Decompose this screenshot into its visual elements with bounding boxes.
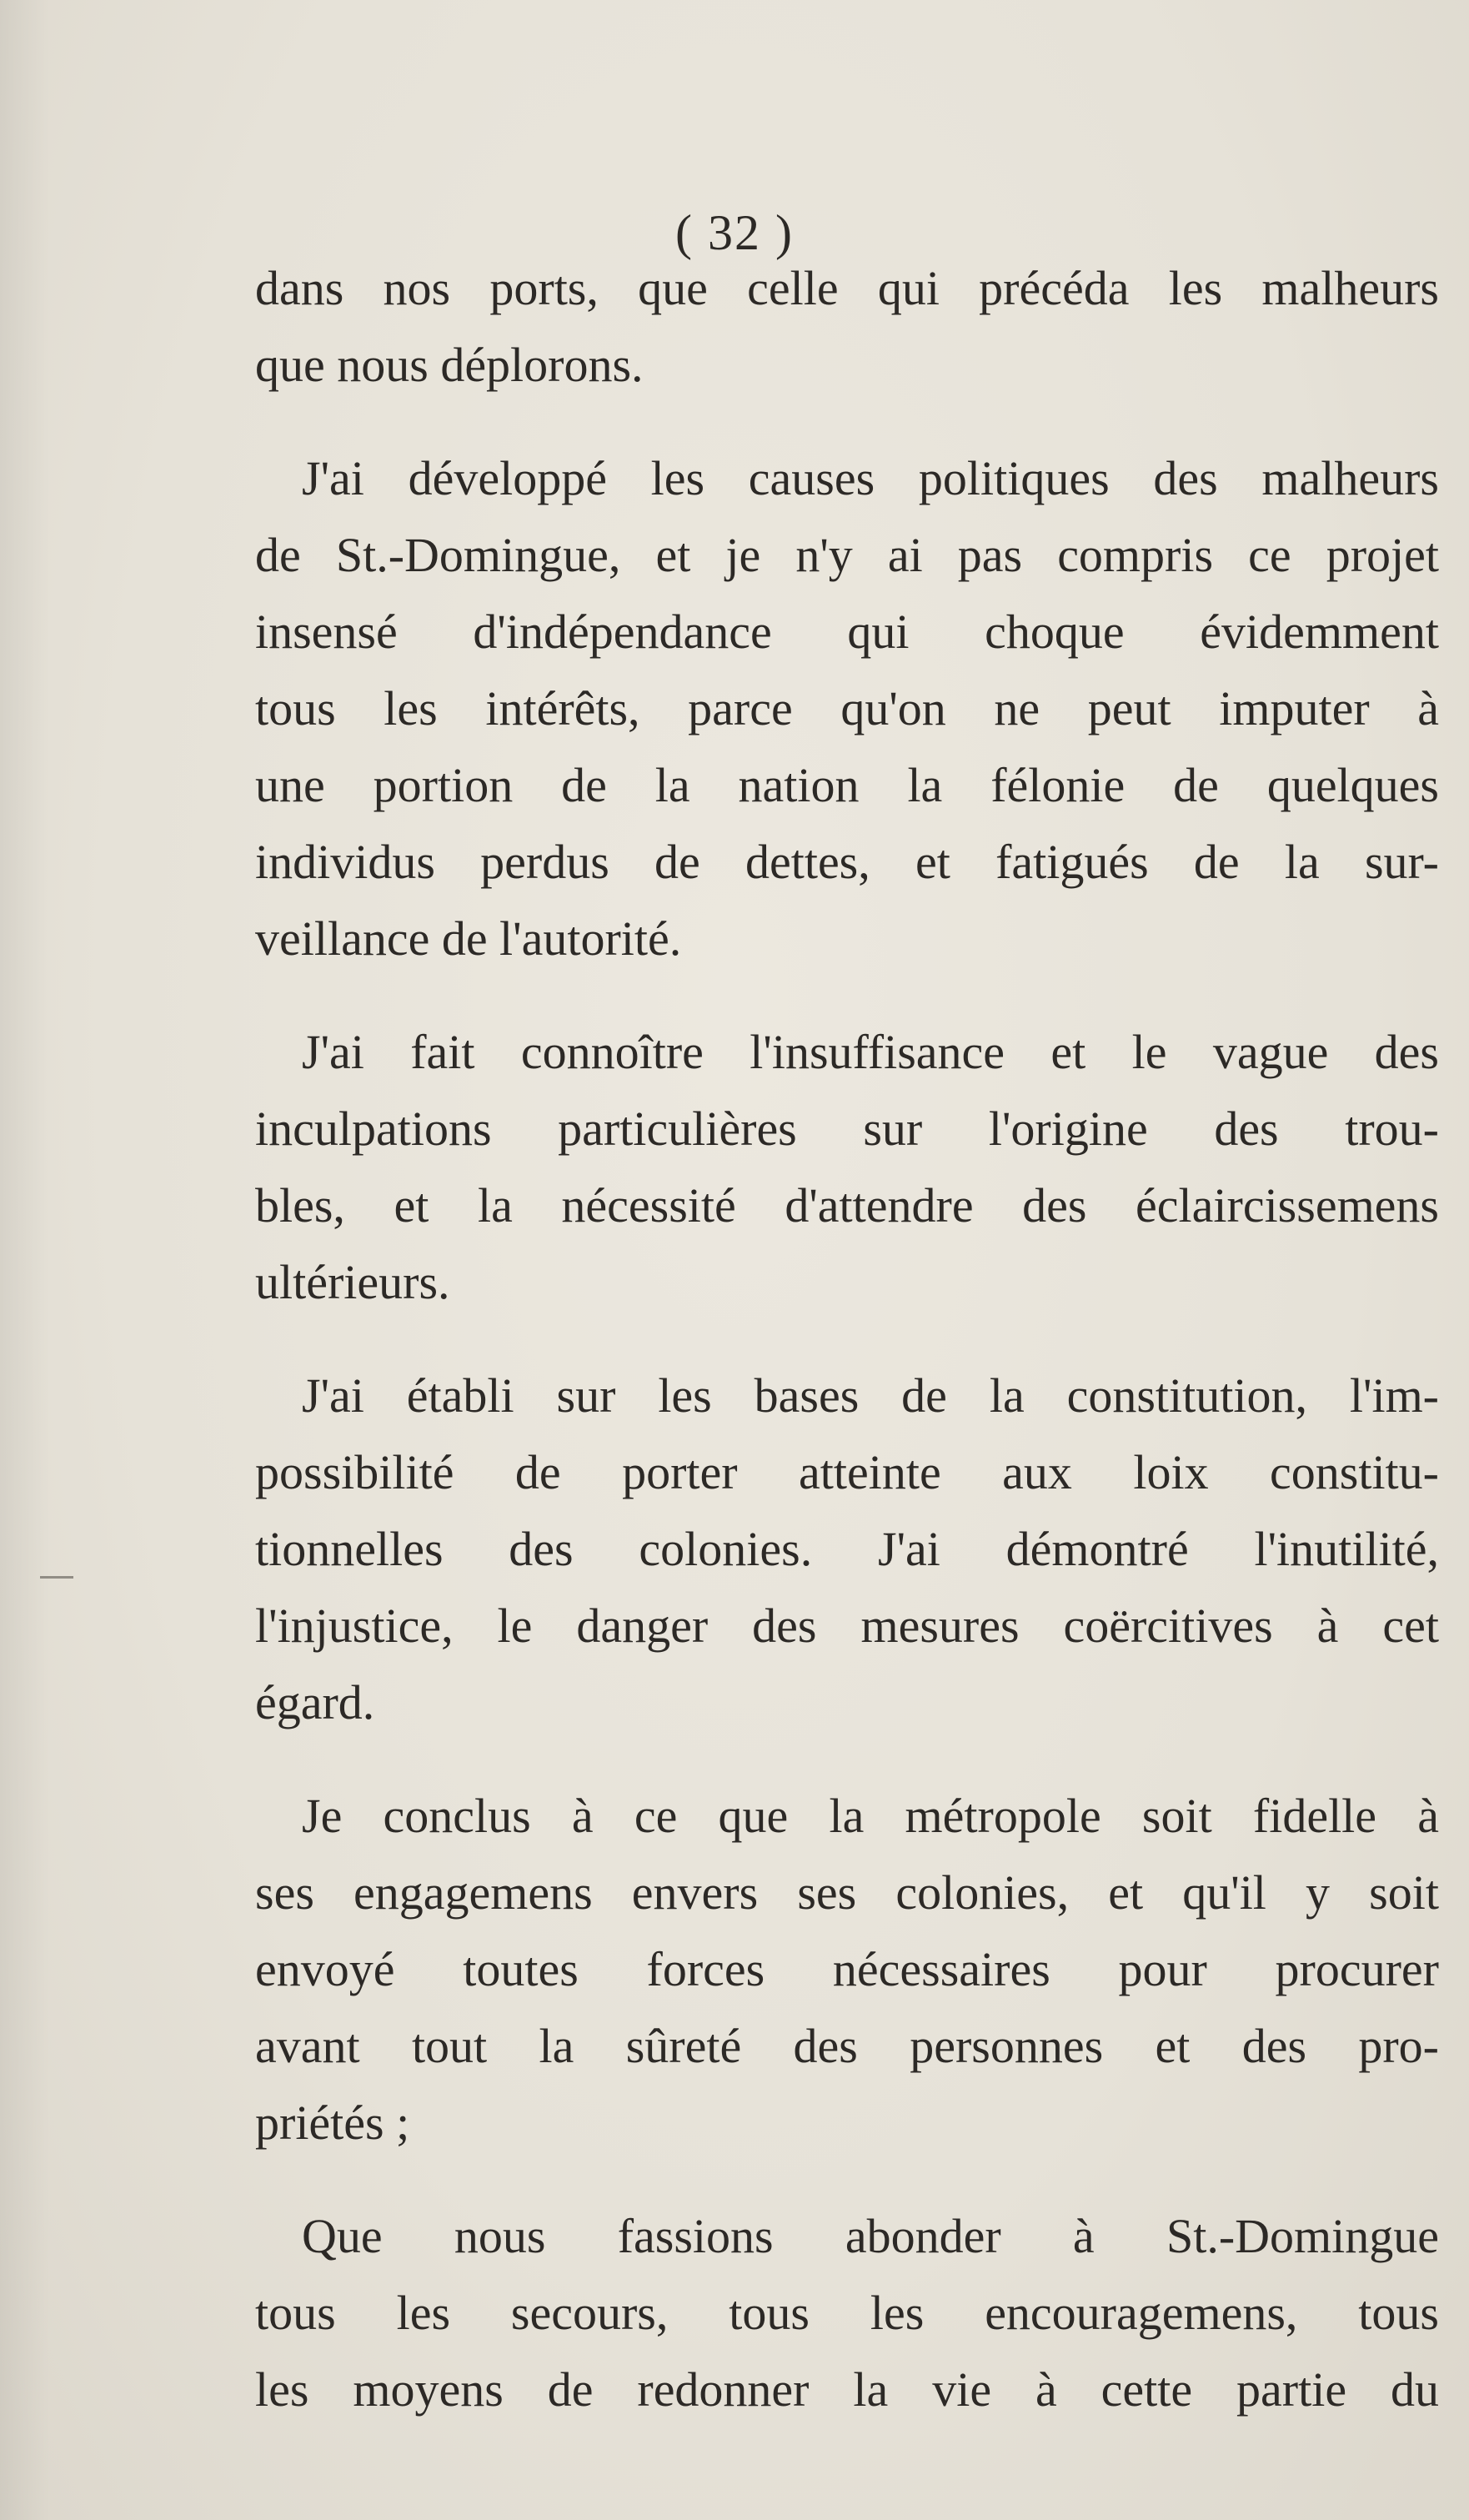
text-line: Que nous fassions abonder à St.-Domingue — [302, 2209, 1439, 2263]
text-line: l'injustice, le danger des mesures coërcitives à cet — [255, 1599, 1439, 1653]
paragraph-1 — [255, 250, 1439, 404]
text-block — [255, 250, 1439, 2465]
text-line: insensé d'indépendance qui choque évidemment — [255, 605, 1439, 659]
text-line: ultérieurs. — [255, 1255, 450, 1309]
text-line: égard. — [255, 1675, 375, 1729]
text-line: J'ai fait connoître l'insuffisance et le vague des — [302, 1025, 1439, 1079]
text-line: J'ai développé les causes politiques des malheurs — [302, 451, 1439, 505]
paragraph-6 — [255, 2198, 1439, 2428]
paragraph-4 — [255, 1358, 1439, 1741]
text-line: tionnelles des colonies. J'ai démontré l'inutilité, — [255, 1522, 1439, 1576]
paragraph-5 — [255, 1778, 1439, 2161]
text-line: avant tout la sûreté des personnes et des pro- — [255, 2019, 1439, 2073]
text-line: priétés ; — [255, 2096, 410, 2150]
text-line: de St.-Domingue, et je n'y ai pas compris ce projet — [255, 528, 1439, 582]
margin-mark — [40, 1576, 73, 1579]
text-line: inculpations particulières sur l'origine des trou- — [255, 1102, 1439, 1156]
text-line: dans nos ports, que celle qui précéda les malheurs — [255, 261, 1439, 315]
text-line: que nous déplorons. — [255, 338, 644, 392]
paragraph-3 — [255, 1014, 1439, 1321]
text-line: les moyens de redonner la vie à cette partie du — [255, 2362, 1439, 2417]
text-line: possibilité de porter atteinte aux loix constitu- — [255, 1445, 1439, 1499]
text-line: J'ai établi sur les bases de la constitution, l'im- — [302, 1368, 1439, 1423]
text-line: bles, et la nécessité d'attendre des éclaircissemens — [255, 1178, 1439, 1232]
text-line: tous les secours, tous les encouragemens, tous — [255, 2286, 1439, 2340]
text-line: individus perdus de dettes, et fatigués de la sur- — [255, 835, 1439, 889]
text-line: Je conclus à ce que la métropole soit fidelle à — [302, 1789, 1439, 1843]
text-line: envoyé toutes forces nécessaires pour procurer — [255, 1942, 1439, 1996]
spine-shadow — [0, 0, 50, 2520]
text-line: une portion de la nation la félonie de quelques — [255, 758, 1439, 812]
text-line: tous les intérêts, parce qu'on ne peut imputer à — [255, 681, 1439, 735]
text-line: ses engagemens envers ses colonies, et qu'il y soit — [255, 1865, 1439, 1920]
text-line: veillance de l'autorité. — [255, 911, 682, 966]
paragraph-2 — [255, 440, 1439, 977]
page-number: ( 32 ) — [675, 205, 794, 260]
